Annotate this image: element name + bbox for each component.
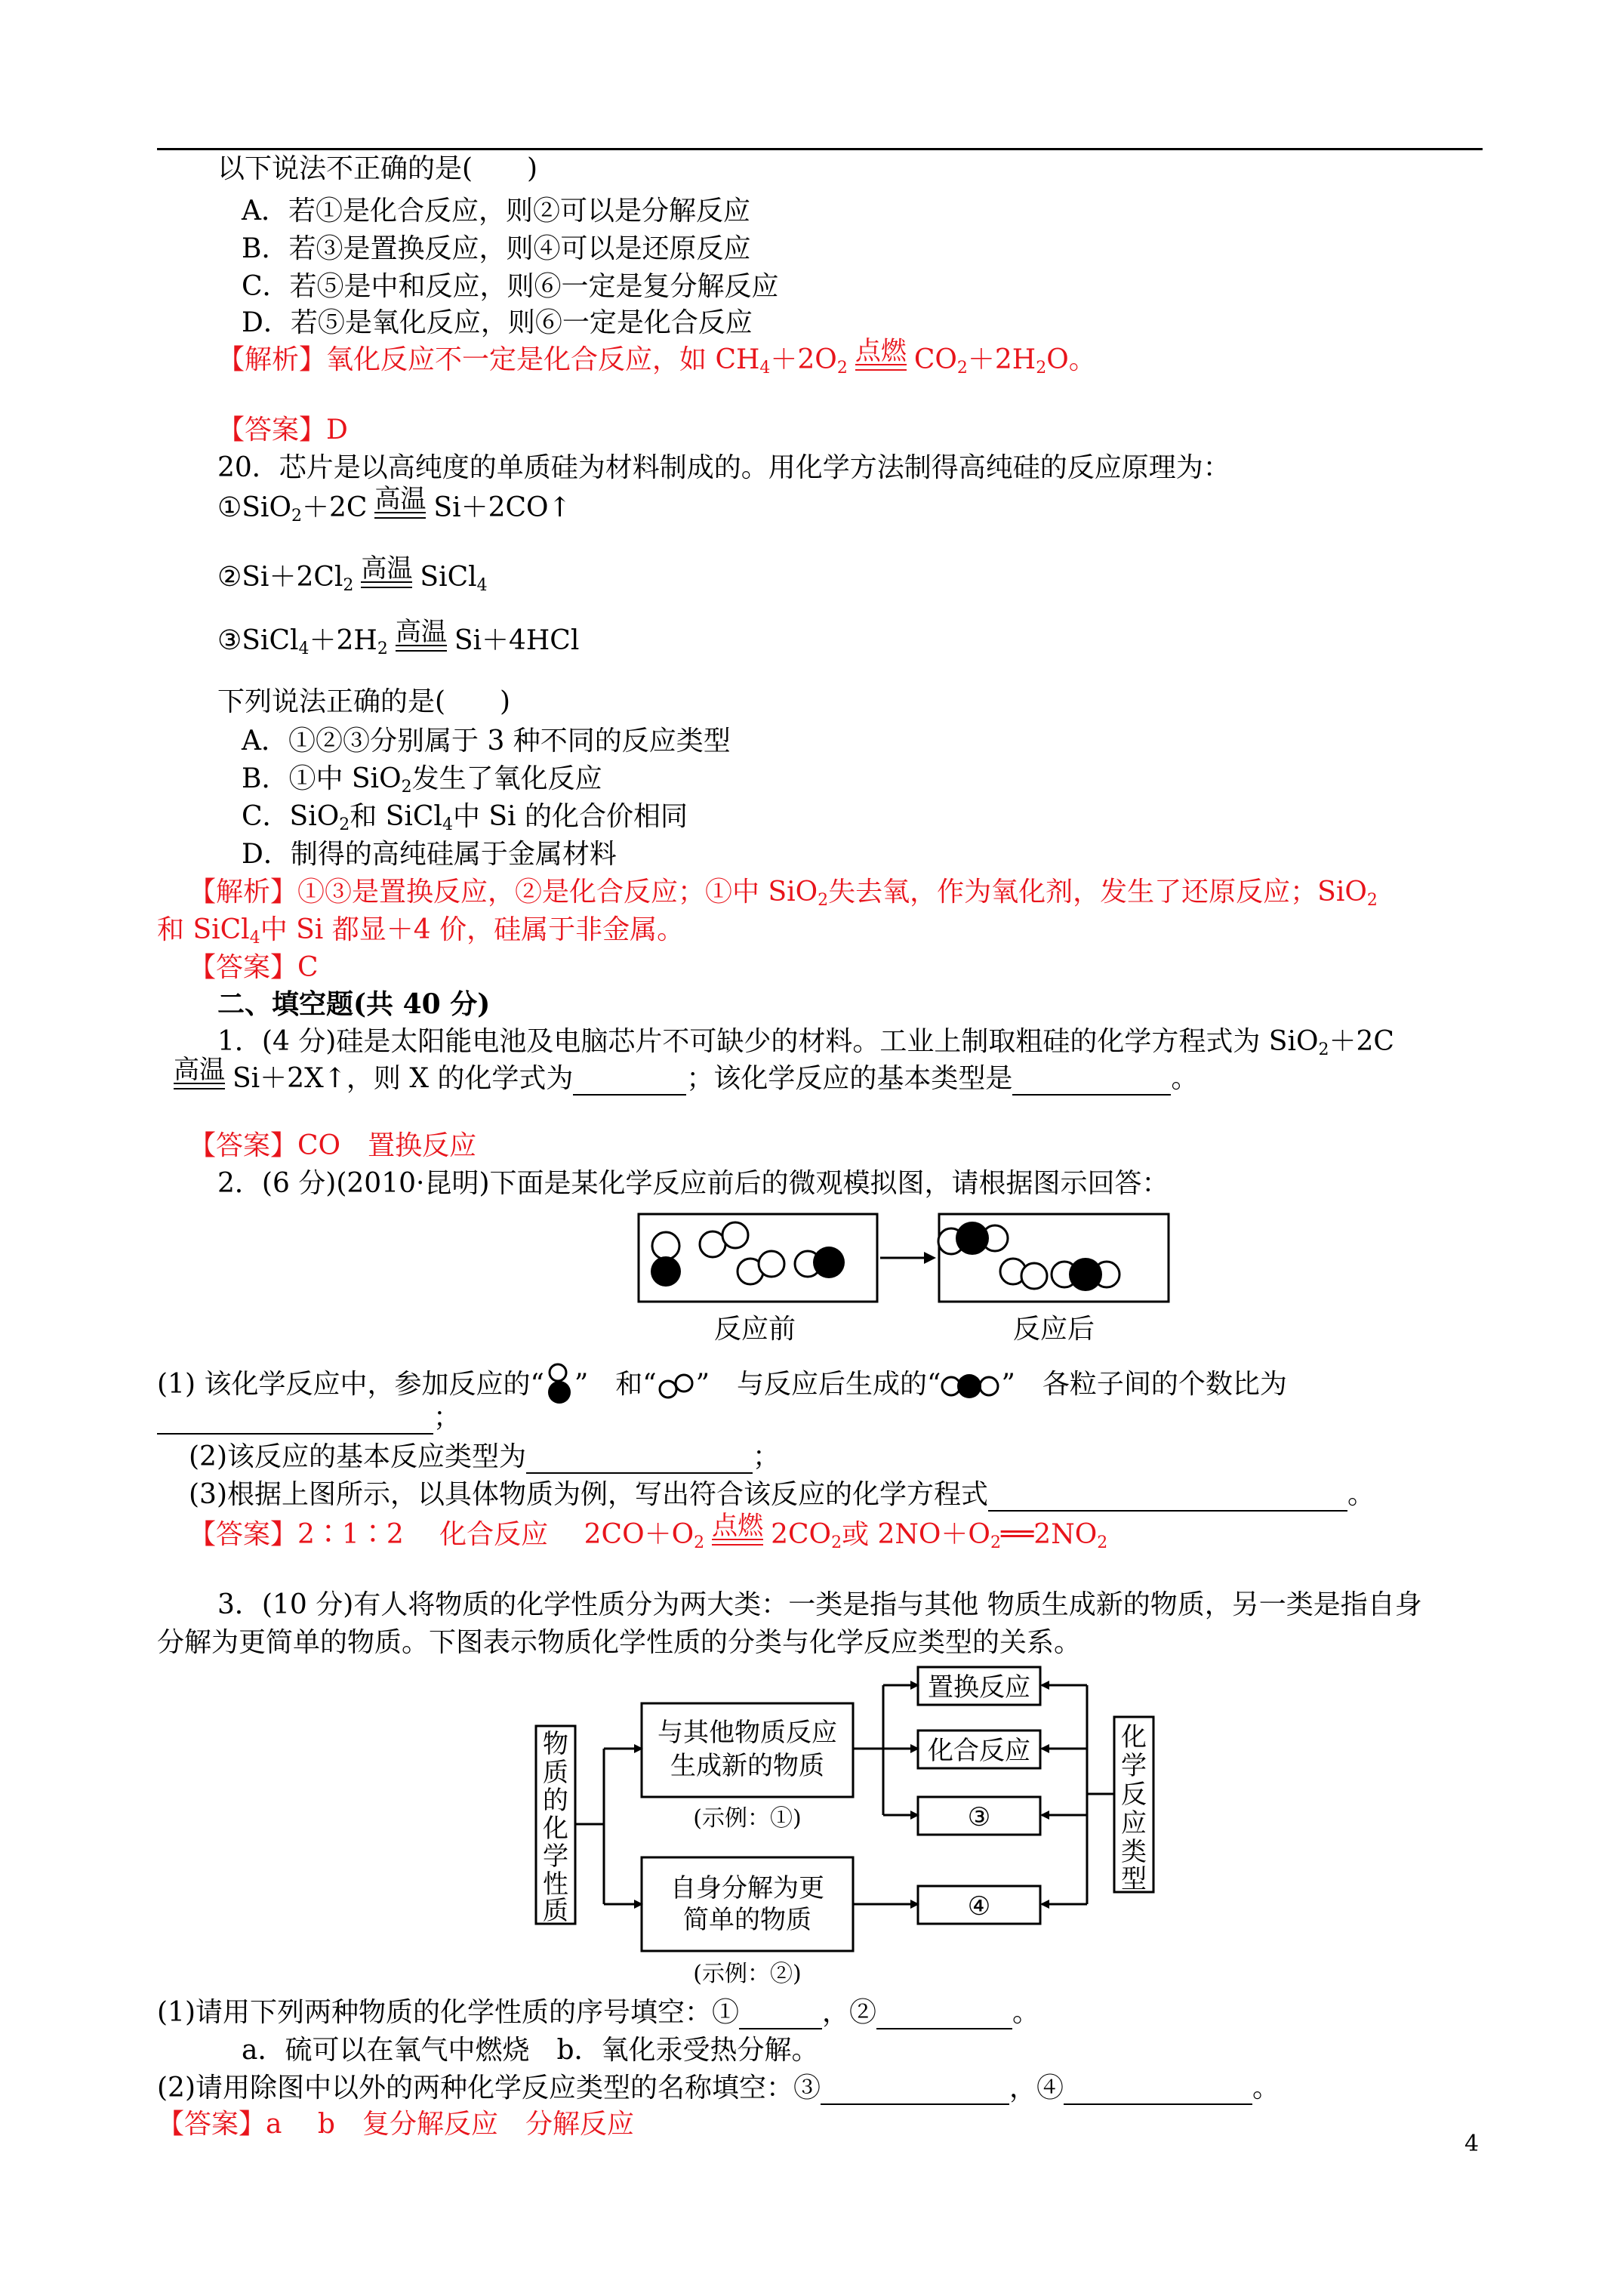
blank-3[interactable]	[821, 2078, 1009, 2105]
blank-x-formula[interactable]	[573, 1068, 686, 1096]
q20-option-a: A．①②③分别属于 3 种不同的反应类型	[242, 726, 731, 757]
f1-answer: 【答案】CO 置换反应	[189, 1130, 477, 1161]
condition-arrow: 高温	[174, 1057, 225, 1096]
svg-text:反: 反	[1121, 1780, 1147, 1810]
q20-option-d: D．制得的高纯硅属于金属材料	[242, 839, 617, 870]
q19-option-c: C．若⑤是中和反应，则⑥一定是复分解反应	[242, 271, 779, 302]
after-label: 反应后	[1012, 1314, 1095, 1345]
blank-2[interactable]	[876, 2002, 1012, 2029]
svg-text:质: 质	[543, 1758, 568, 1788]
svg-text:自身分解为更: 自身分解为更	[670, 1873, 824, 1903]
q20-analysis-cont: 和 SiCl$_4$中 Si 都显＋4 价，硅属于非金属。	[157, 914, 685, 948]
svg-text:性: 性	[543, 1869, 568, 1900]
q19-analysis: 【解析】氧化反应不一定是化合反应，如 $CH_4+2O_2$ 点燃 $CO_2+2H_2O$。	[217, 336, 1096, 378]
f1-line2: 高温 Si＋2X↑，则 X 的化学式为 ；该化学反应的基本类型是 。	[174, 1055, 1199, 1094]
svg-text:置换反应: 置换反应	[928, 1672, 1030, 1703]
q20-analysis: 【解析】①③是置换反应，②是化合反应；①中 SiO$_2$失去氧，作为氧化剂，发生了还原反应；SiO$_2$	[189, 877, 1378, 910]
svg-text:学: 学	[543, 1841, 568, 1872]
svg-text:化: 化	[1121, 1722, 1147, 1752]
svg-text:学: 学	[1121, 1751, 1147, 1781]
f3-answer: 【答案】a b 复分解反应 分解反应	[157, 2109, 634, 2140]
o2-molecule-icon	[657, 1373, 696, 1400]
q20-answer: 【答案】C	[189, 952, 319, 983]
header-rule	[157, 148, 1483, 150]
f2-stem: 2．(6 分)(2010·昆明)下面是某化学反应前后的微观模拟图，请根据图示回答：	[217, 1168, 1169, 1199]
co-molecule-icon	[544, 1364, 574, 1409]
micro-model-diagram	[627, 1208, 1095, 1351]
q20-option-b: B．①中 SiO$_2$发生了氧化反应	[242, 763, 602, 797]
o-atom	[652, 1232, 679, 1259]
svg-text:与其他物质反应: 与其他物质反应	[658, 1718, 837, 1748]
condition-arrow: 点燃	[712, 1513, 763, 1552]
classification-diagram	[528, 1658, 1178, 2005]
svg-text:质: 质	[543, 1896, 568, 1926]
black-atom	[956, 1222, 989, 1255]
condition-arrow: 高温	[374, 486, 426, 525]
f3-stem-1: 3．(10 分)有人将物质的化学性质分为两大类：一类是指与其他 物质生成新的物质，另一类是指自身	[217, 1589, 1422, 1620]
blank-reaction-type[interactable]	[1012, 1068, 1171, 1096]
analysis-label: 【解析】	[217, 344, 327, 375]
q19-option-b: B．若③是置换反应，则④可以是还原反应	[242, 233, 751, 264]
blank-1[interactable]	[739, 2002, 822, 2029]
svg-text:③: ③	[967, 1802, 991, 1832]
f2-q1: (1) 该化学反应中，参加反应的“ ” 和“ ” 与反应后生成的“ ” 各粒子间的个数比为	[157, 1364, 1287, 1409]
self-decompose-box	[642, 1857, 853, 1951]
condition-arrow: 高温	[396, 619, 447, 658]
svg-text:④: ④	[967, 1891, 991, 1922]
svg-text:的: 的	[543, 1786, 568, 1816]
f2-q1-blank-line: ；	[157, 1401, 460, 1435]
f3-q2: (2)请用除图中以外的两种化学反应类型的名称填空：③ ，④ 。	[157, 2073, 1280, 2103]
before-label: 反应前	[713, 1314, 796, 1345]
q20-equation-2: $②Si+2Cl_2$ 高温 SiCl$_4$	[217, 553, 488, 595]
o-atom	[759, 1251, 784, 1277]
svg-text:物: 物	[543, 1729, 568, 1759]
condition-arrow: 高温	[361, 556, 412, 594]
svg-text:类: 类	[1121, 1837, 1147, 1867]
condition-arrow: 点燃	[855, 338, 907, 377]
f2-q2: (2)该反应的基本反应类型为 ；	[189, 1441, 781, 1472]
o-atom	[1021, 1263, 1047, 1289]
svg-text:化合反应: 化合反应	[928, 1736, 1030, 1766]
q19-stem: 以下说法不正确的是( )	[217, 153, 538, 184]
q19-option-a: A．若①是化合反应，则②可以是分解反应	[242, 196, 750, 227]
black-atom	[651, 1256, 681, 1287]
q20-ask: 下列说法正确的是( )	[217, 686, 511, 717]
section-title: 二、填空题(共 40 分)	[217, 988, 491, 1020]
f1-stem: 1．(4 分)硅是太阳能电池及电脑芯片不可缺少的材料。工业上制取粗硅的化学方程式为 SiO$_2$＋2C	[217, 1026, 1394, 1059]
q20-equation-1: ①SiO$_2$＋2C 高温 Si＋2CO↑	[217, 484, 571, 525]
answer-label: 【答案】	[217, 415, 327, 445]
f2-answer: 【答案】2∶1∶2 化合反应 $2CO+O_2$ 点燃 $2CO_2$或 $2NO+O_2══2NO_2$	[189, 1511, 1108, 1552]
lower-example: (示例：②)	[693, 1961, 802, 1987]
f3-q1: (1)请用下列两种物质的化学性质的序号填空：① ，② 。	[157, 1997, 1040, 2028]
q19-answer	[217, 414, 348, 447]
q20-stem: 20．芯片是以高纯度的单质硅为材料制成的。用化学方法制得高纯硅的反应原理为：	[217, 452, 1230, 483]
f3-stem-2: 分解为更简单的物质。下图表示物质化学性质的分类与化学反应类型的关系。	[157, 1627, 1082, 1658]
svg-text:化: 化	[543, 1814, 568, 1844]
blank-ratio[interactable]	[157, 1407, 433, 1435]
svg-text:生成新的物质: 生成新的物质	[670, 1751, 824, 1781]
o-atom	[722, 1222, 748, 1248]
black-atom	[1069, 1258, 1102, 1291]
upper-example: (示例：①)	[693, 1805, 802, 1832]
co2-molecule-icon	[941, 1371, 1001, 1401]
q19-option-d: D．若⑤是氧化反应，则⑥一定是化合反应	[242, 307, 753, 338]
q20-equation-3: $③SiCl_4+2H_2$ 高温 Si＋4HCl	[217, 617, 580, 658]
answer-value: D	[326, 415, 348, 445]
reaction-arrow-head	[924, 1252, 936, 1264]
page-number: 4	[1464, 2131, 1480, 2157]
blank-4[interactable]	[1064, 2078, 1252, 2105]
f2-q3: (3)根据上图所示，以具体物质为例，写出符合该反应的化学方程式 。	[189, 1479, 1375, 1510]
blank-basic-type[interactable]	[526, 1447, 753, 1474]
black-atom	[813, 1247, 845, 1278]
f3-q1-options: a．硫可以在氧气中燃烧 b．氧化汞受热分解。	[242, 2035, 819, 2066]
blank-equation[interactable]	[988, 1484, 1347, 1512]
svg-text:简单的物质: 简单的物质	[683, 1905, 812, 1935]
q20-option-c: C．SiO$_2$和 SiCl$_4$中 Si 的化合价相同	[242, 801, 688, 834]
svg-text:应: 应	[1121, 1808, 1147, 1838]
svg-text:型: 型	[1121, 1864, 1147, 1894]
